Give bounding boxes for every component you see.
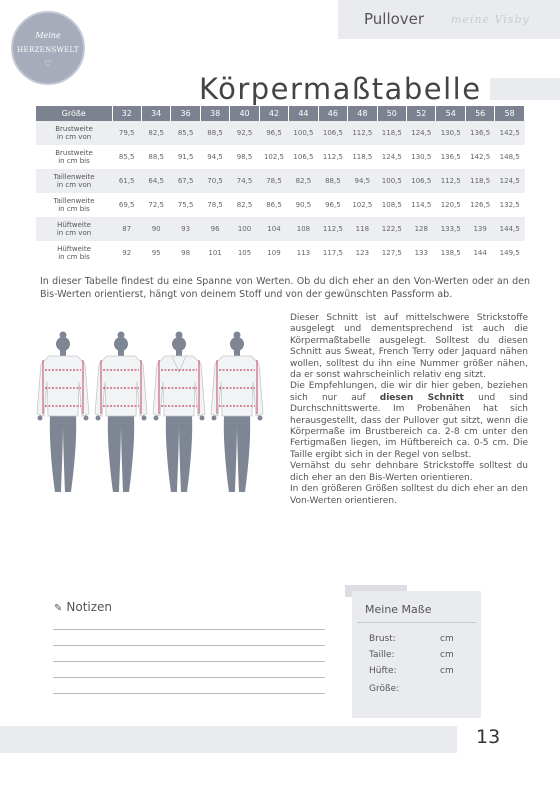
table-cell: 79,5 — [112, 121, 141, 145]
page-number: 13 — [476, 726, 501, 748]
size-header-cell: 54 — [436, 106, 465, 121]
table-cell: 88,5 — [148, 153, 164, 161]
table-cell: 120,5 — [440, 201, 461, 209]
table-cell: 100,5 — [377, 169, 406, 193]
table-cell: 149,5 — [499, 249, 520, 257]
table-cell: 142,5 — [495, 121, 525, 145]
table-cell: 106,5 — [318, 121, 347, 145]
figure-hand — [38, 416, 43, 421]
row-label — [36, 217, 112, 241]
figure-legs — [224, 416, 250, 492]
pencil-icon: ✎ — [54, 603, 63, 614]
note-line[interactable] — [53, 629, 325, 630]
table-cell: 94,5 — [348, 169, 377, 193]
fit-advice — [290, 313, 528, 507]
size-table-body — [36, 121, 525, 265]
table-cell: 82,5 — [289, 169, 318, 193]
figure-head — [56, 337, 70, 351]
figure-hair-bun — [118, 332, 125, 339]
table-cell: 82,5 — [236, 201, 253, 209]
table-cell: 144,5 — [495, 217, 525, 241]
measure-unit: cm — [440, 666, 454, 676]
note-line[interactable] — [53, 677, 325, 678]
page-title: Körpermaßtabelle — [199, 72, 482, 106]
table-cell: 118,5 — [377, 121, 406, 145]
figure-neck — [118, 350, 124, 356]
heart-icon: ♡ — [44, 59, 52, 68]
table-cell: 109 — [267, 249, 281, 257]
advice-text: und sind Durchschnittswerte. Im Probenähen hat sich herausgestellt, dass der Pullover gut sitzt, wenn die Körpermaße im Brustbereich ca. 2-8 cm unter den Fertigmaßen liegen, im Hüftbereich ca. 0-5 cm. Die Taille ergibt sich in der Regel von selbst. — [290, 392, 528, 460]
table-cell: 124,5 — [407, 121, 436, 145]
figure-hand — [200, 416, 205, 421]
size-header-cell: 52 — [407, 106, 436, 121]
table-cell: 74,5 — [230, 169, 259, 193]
table-cell: 138,5 — [440, 249, 461, 257]
table-cell: 123 — [355, 249, 370, 257]
row-label-range: in cm bis — [58, 157, 90, 165]
size-header-cell: 48 — [348, 106, 377, 121]
table-cell: 108,5 — [381, 201, 402, 209]
table-cell: 124,5 — [495, 169, 525, 193]
table-cell: 117,5 — [322, 249, 343, 257]
measure-label-hip: Hüfte: — [369, 666, 397, 676]
table-cell: 148,5 — [499, 153, 520, 161]
size-header-cell: 58 — [495, 106, 525, 121]
row-label-measure: Taillenweite — [53, 196, 95, 205]
brand-logo — [11, 11, 85, 85]
table-cell: 96,5 — [259, 121, 288, 145]
row-label-range: in cm von — [56, 229, 92, 237]
figure-hand — [142, 416, 147, 421]
table-cell: 72,5 — [148, 201, 164, 209]
row-label-measure: Hüftweite — [57, 244, 91, 253]
table-cell: 118,5 — [465, 169, 494, 193]
row-label-range: in cm bis — [58, 253, 90, 261]
table-cell: 70,5 — [200, 169, 229, 193]
row-label — [36, 169, 112, 193]
table-row — [36, 217, 525, 241]
intro-text: In dieser Tabelle findest du eine Spanne von Werten. Ob du dich eher an den Von-Werten oder an den Bis-Werten orientierst, hängt von deinem Stoff und von der gewünschten Passform ab. — [40, 276, 530, 300]
table-cell: 86,5 — [266, 201, 282, 209]
row-label-range: in cm von — [56, 181, 92, 189]
figure-head — [114, 337, 128, 351]
table-cell: 78,5 — [207, 201, 223, 209]
table-cell: 90,5 — [295, 201, 312, 209]
row-label-measure: Taillenweite — [53, 172, 95, 181]
measure-label-size: Größe: — [369, 684, 400, 694]
table-cell: 61,5 — [112, 169, 141, 193]
table-cell: 91,5 — [177, 153, 194, 161]
logo-top-text: Meine — [35, 31, 61, 40]
brand-signature: meine Visby — [451, 13, 530, 26]
my-measurements-card — [352, 591, 481, 718]
note-line[interactable] — [53, 661, 325, 662]
figure-legs — [166, 416, 192, 492]
size-table — [36, 106, 525, 265]
measure-label-waist: Taille: — [369, 650, 395, 660]
advice-text: Die Empfehlungen, die wir dir hier geben, beziehen sich nur auf — [290, 381, 528, 403]
figure-head — [230, 337, 244, 351]
table-cell: 128 — [407, 217, 436, 241]
table-row — [36, 121, 525, 145]
table-cell: 100 — [230, 217, 259, 241]
table-cell: 88,5 — [318, 169, 347, 193]
note-line[interactable] — [53, 693, 325, 694]
table-cell: 139 — [465, 217, 494, 241]
table-row — [36, 193, 525, 217]
table-cell: 112,5 — [322, 153, 343, 161]
table-cell: 90 — [141, 217, 170, 241]
table-cell: 112,5 — [436, 169, 465, 193]
row-label-measure: Hüftweite — [57, 220, 91, 229]
table-cell: 98 — [181, 249, 191, 257]
advice-paragraph-fit — [290, 381, 528, 461]
table-cell: 108 — [289, 217, 318, 241]
table-cell: 102,5 — [263, 153, 285, 161]
table-cell: 113 — [296, 249, 311, 257]
measure-label-chest: Brust: — [369, 634, 396, 644]
size-header-cell: 56 — [465, 106, 494, 121]
advice-emphasis: diesen Schnitt — [379, 392, 464, 403]
figure-neck — [234, 350, 240, 356]
size-header-cell: 36 — [171, 106, 200, 121]
table-cell: 122,5 — [377, 217, 406, 241]
figure-hair-bun — [234, 332, 241, 339]
table-cell: 127,5 — [381, 249, 402, 257]
table-cell: 126,5 — [470, 201, 491, 209]
table-cell: 92 — [122, 249, 132, 257]
table-cell: 118,5 — [352, 153, 373, 161]
table-cell: 92,5 — [230, 121, 259, 145]
row-label-range: in cm von — [56, 133, 92, 141]
table-cell: 124,5 — [381, 153, 402, 161]
table-cell: 142,5 — [470, 153, 491, 161]
table-cell: 88,5 — [200, 121, 229, 145]
table-cell: 136,5 — [440, 153, 461, 161]
size-header-cell: 38 — [200, 106, 229, 121]
figure-hand — [154, 416, 159, 421]
table-cell: 114,5 — [411, 201, 432, 209]
table-cell: 64,5 — [141, 169, 170, 193]
footer-bar — [0, 726, 457, 753]
table-cell: 112,5 — [348, 121, 377, 145]
measure-unit: cm — [440, 634, 454, 644]
row-label — [36, 193, 112, 217]
title-accent-bar — [490, 78, 560, 100]
figure-neck — [60, 350, 66, 356]
table-cell: 85,5 — [171, 121, 200, 145]
table-cell: 82,5 — [141, 121, 170, 145]
table-cell: 96 — [200, 217, 229, 241]
table-cell: 144 — [473, 249, 487, 257]
figure-neck — [176, 350, 182, 356]
size-header-cell: 40 — [230, 106, 259, 121]
table-cell: 106,5 — [407, 169, 436, 193]
header-bar — [338, 0, 560, 39]
figure-legs — [50, 416, 76, 492]
figure-sweater — [153, 356, 205, 416]
size-header-cell: 32 — [112, 106, 141, 121]
table-cell: 106,5 — [293, 153, 314, 161]
row-label-measure: Brustweite — [55, 124, 93, 133]
size-header-cell: 46 — [318, 106, 347, 121]
notes-heading — [54, 600, 112, 614]
figure-hair-bun — [60, 332, 67, 339]
notes-title: Notizen — [66, 600, 113, 614]
table-cell: 100,5 — [289, 121, 318, 145]
table-row — [36, 145, 525, 169]
size-header-cell: 50 — [377, 106, 406, 121]
figure-hand — [258, 416, 263, 421]
advice-paragraph-stretch: Vernähst du sehr dehnbare Strickstoffe solltest du dich eher an den Bis-Werten orientieren. — [290, 461, 528, 483]
advice-paragraph-fabric: Dieser Schnitt ist auf mittelschwere Strickstoffe ausgelegt und dementsprechend ist auch die Körpermaßtabelle ausgelegt. Solltest du diesen Schnitt aus Sweat, French Terry oder Jaquard nähen wollen, solltest du ihn eine Nummer größer nähen, da er sonst wahrscheinlich relativ eng sitzt. — [290, 313, 528, 381]
table-cell: 130,5 — [436, 121, 465, 145]
table-cell: 105 — [237, 249, 252, 257]
row-label — [36, 241, 112, 265]
table-cell: 104 — [259, 217, 288, 241]
row-label-measure: Brustweite — [55, 148, 93, 157]
table-cell: 93 — [171, 217, 200, 241]
table-cell: 87 — [112, 217, 141, 241]
figure-hand — [96, 416, 101, 421]
table-cell: 133 — [414, 249, 428, 257]
table-cell: 132,5 — [499, 201, 520, 209]
table-cell: 112,5 — [318, 217, 347, 241]
figure-sweater — [95, 356, 147, 416]
table-cell: 133,5 — [436, 217, 465, 241]
table-cell: 85,5 — [118, 153, 135, 161]
table-cell: 96,5 — [325, 201, 341, 209]
figure-hand — [212, 416, 217, 421]
table-cell: 67,5 — [171, 169, 200, 193]
table-cell: 102,5 — [352, 201, 373, 209]
table-row — [36, 241, 525, 265]
card-divider — [357, 622, 476, 623]
table-cell: 98,5 — [236, 153, 253, 161]
row-label — [36, 121, 112, 145]
size-header-cell: 42 — [259, 106, 288, 121]
figure-sweater — [37, 356, 89, 416]
table-cell: 101 — [208, 249, 222, 257]
table-cell: 95 — [151, 249, 161, 257]
table-cell: 94,5 — [207, 153, 223, 161]
note-line[interactable] — [53, 645, 325, 646]
measure-unit: cm — [440, 650, 454, 660]
size-header-cell: 44 — [289, 106, 318, 121]
table-cell: 136,5 — [465, 121, 494, 145]
figure-hand — [84, 416, 89, 421]
advice-paragraph-large-sizes: In den größeren Größen solltest du dich eher an den Von-Werten orientieren. — [290, 484, 528, 506]
size-header-label: Größe — [36, 106, 112, 121]
figure-hair-bun — [176, 332, 183, 339]
size-header-cell: 34 — [141, 106, 170, 121]
figure-legs — [108, 416, 134, 492]
card-title: Meine Maße — [365, 603, 432, 616]
table-cell: 75,5 — [177, 201, 194, 209]
table-row — [36, 169, 525, 193]
table-cell: 69,5 — [118, 201, 135, 209]
figure-sweater — [211, 356, 263, 416]
row-label — [36, 145, 112, 169]
figure-head — [172, 337, 186, 351]
row-label-range: in cm bis — [58, 205, 90, 213]
table-cell: 78,5 — [259, 169, 288, 193]
size-header-row — [36, 106, 525, 121]
logo-main-text: HERZENSWELT — [17, 46, 79, 54]
table-cell: 118 — [348, 217, 377, 241]
table-cell: 130,5 — [411, 153, 432, 161]
pattern-name: Pullover — [364, 10, 425, 28]
figure-illustrations — [33, 330, 273, 498]
